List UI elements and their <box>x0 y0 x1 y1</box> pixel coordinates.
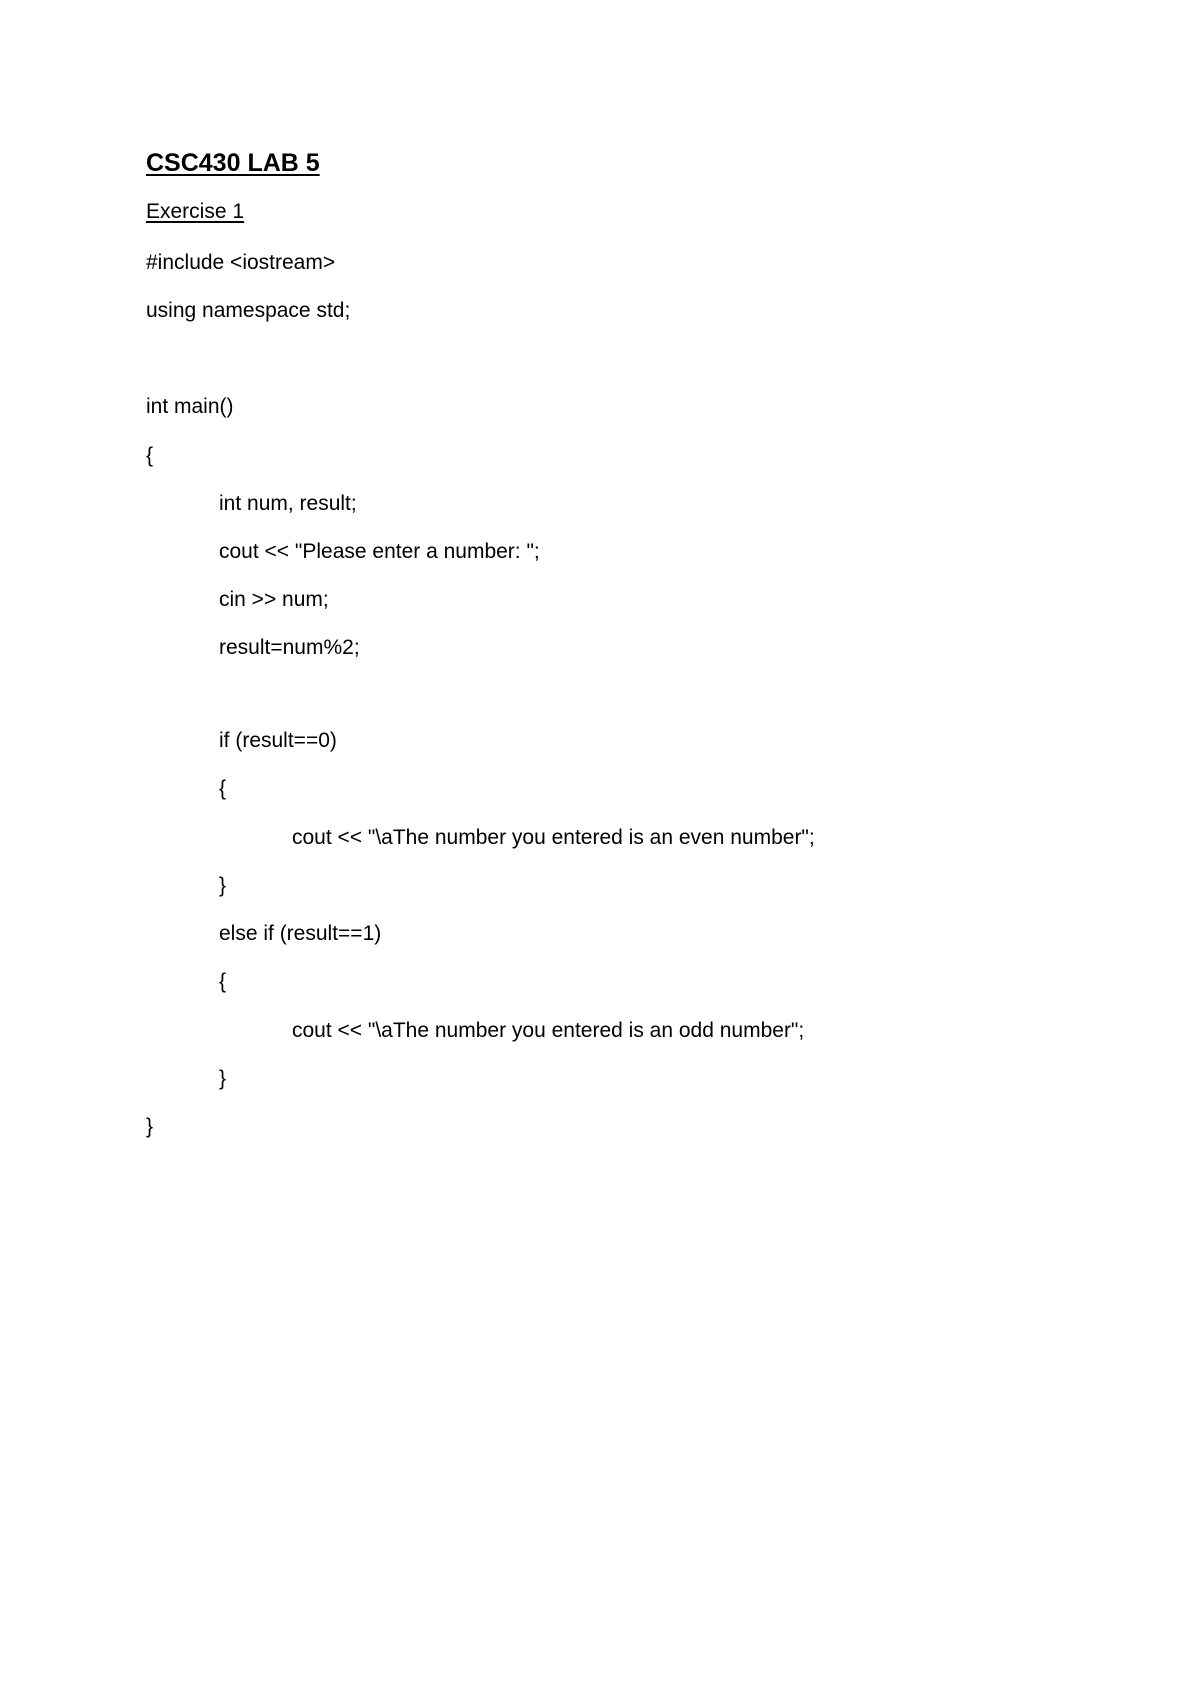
code-line-even-output: cout << "\aThe number you entered is an even number"; <box>292 826 815 849</box>
code-line-main-open-brace: { <box>146 444 154 467</box>
exercise-heading: Exercise 1 <box>146 200 245 223</box>
code-line-else-open-brace: { <box>219 970 227 993</box>
code-line-declare-vars: int num, result; <box>219 492 357 515</box>
code-line-else-if-odd: else if (result==1) <box>219 922 382 945</box>
code-line-namespace: using namespace std; <box>146 299 351 322</box>
code-line-prompt: cout << "Please enter a number: "; <box>219 540 540 563</box>
code-line-else-close-brace: } <box>219 1067 227 1090</box>
page-title: CSC430 LAB 5 <box>146 149 320 177</box>
code-line-read-input: cin >> num; <box>219 588 329 611</box>
code-line-include: #include <iostream> <box>146 251 336 274</box>
code-line-main-signature: int main() <box>146 395 234 418</box>
code-line-modulo: result=num%2; <box>219 636 360 659</box>
code-line-odd-output: cout << "\aThe number you entered is an odd number"; <box>292 1019 805 1042</box>
code-line-main-close-brace: } <box>146 1115 154 1138</box>
code-line-if-even: if (result==0) <box>219 729 337 752</box>
code-line-if-close-brace: } <box>219 874 227 897</box>
code-line-if-open-brace: { <box>219 777 227 800</box>
